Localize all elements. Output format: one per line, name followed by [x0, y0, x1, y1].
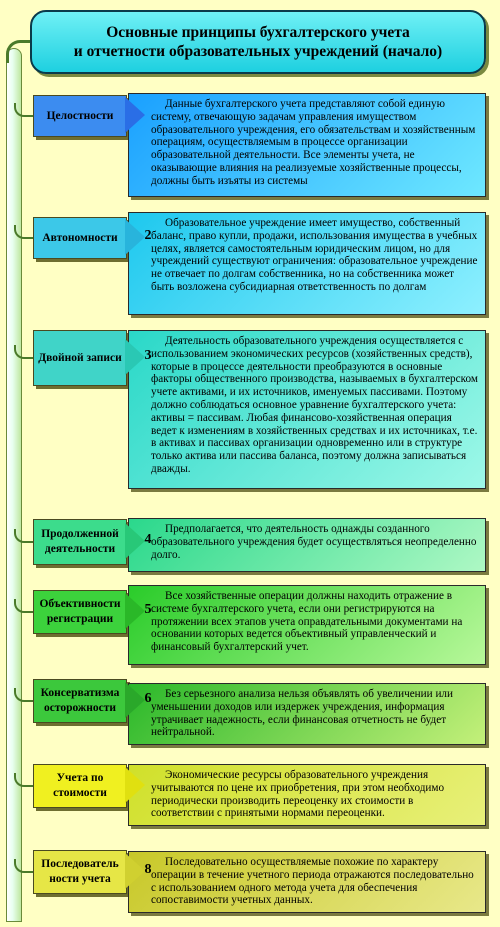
principle-number: 2: [144, 228, 152, 243]
principle-label: Продолженной деятельности: [33, 519, 127, 565]
principle-text: Экономические ресурсы образовательного учреждения учитываются по цене их приобретения, при этом необходимо периодически производить переоценку их стоимости в соответствии с принятыми нормами переоценки.: [151, 769, 445, 820]
principle-description: [128, 212, 486, 315]
principle-text: Без серьезного анализа нельзя объявлять об увеличении или уменьшении доходов или издержек учреждения, информация утрачивает надежность, если финансовая отчетность не будет нейтральной.: [151, 688, 454, 739]
principle-number: 4: [144, 532, 152, 547]
principle-description: [128, 683, 486, 745]
principle-label: Двойной записи: [33, 330, 127, 386]
principle-label: Целостности: [33, 95, 127, 137]
principle-text: Последовательно осуществляемые похожие по характеру операции в течение учетного периода отражаются последовательно с использованием одного метода учета для обеспечения сопоставимости учетных данных.: [151, 856, 474, 907]
principle-label: Консерватизма осторожности: [33, 679, 127, 723]
principle-text: Образовательное учреждение имеет имущество, собственный баланс, право купли, продажи, использования имущества в учебных целях, является самостоятельным юридическим лицом, но для учреждений существуют ограничения: образовательное учреждение не отвечает по долгам собственника, но на собственника может быть возложена субсидиарная ответственность по долгам: [151, 217, 478, 293]
principle-label: Учета по стоимости: [33, 764, 127, 808]
principle-label: Последователь ности учета: [33, 850, 127, 894]
diagram-title: [30, 10, 486, 74]
principle-description: [128, 93, 486, 197]
principle-description: [128, 330, 486, 489]
principle-text: Предполагается, что деятельность однажды созданного образовательного учреждения будет осуществляться неопределенно долго.: [151, 523, 477, 561]
principle-text: Все хозяйственные операции должны находить отражение в системе бухгалтерского учета, если они регистрируются на протяжении всех этапов учета оправдательными документами на основании которых ведется объективный управленческий и финансовый бухгалтерский учет.: [151, 590, 463, 654]
principle-number: 8: [144, 862, 152, 877]
connector-spine: [6, 48, 22, 922]
principle-number: 5: [144, 602, 152, 617]
title-line-2: и отчетности образовательных учреждений (начало): [73, 43, 443, 60]
principle-label: Объективности регистрации: [33, 590, 127, 634]
principle-text: Данные бухгалтерского учета представляют собой единую систему, отвечающую задачам управления имуществом образовательного учреждения, его обязательствам и хозяйственным операциям, осуществляемым в процессе организации образовательной деятельности. Все элементы учета, не оказывающие влияния на реализуемые хозяйственные процессы, должны быть изъяты из системы: [151, 98, 476, 187]
principle-description: [128, 851, 486, 913]
principle-description: [128, 518, 486, 572]
principle-description: [128, 585, 486, 665]
title-line-1: Основные принципы бухгалтерского учета: [106, 24, 410, 41]
principle-number: 3: [144, 348, 152, 363]
principle-description: [128, 764, 486, 826]
principle-number: 6: [144, 691, 152, 706]
principle-text: Деятельность образовательного учреждения осуществляется с использованием экономических ресурсов (хозяйственных средств), которые в процессе деятельности преобразуются в основные факторы общественного производства, называемых в бухгалтерском учете активами, и их источников, именуемых пассивами. Поэтому должно соблюдаться основное уравнение бухгалтерского учета: активы = пассивам. Любая финансово-хозяйственная операция ведет к изменениям в хозяйственных средствах и их источниках, т.е. в активах и пассивах организации одновременно или в структуре только актива или пассива баланса, поэтому должна записываться дважды.: [151, 335, 478, 475]
principle-label: Автономности: [33, 217, 127, 259]
